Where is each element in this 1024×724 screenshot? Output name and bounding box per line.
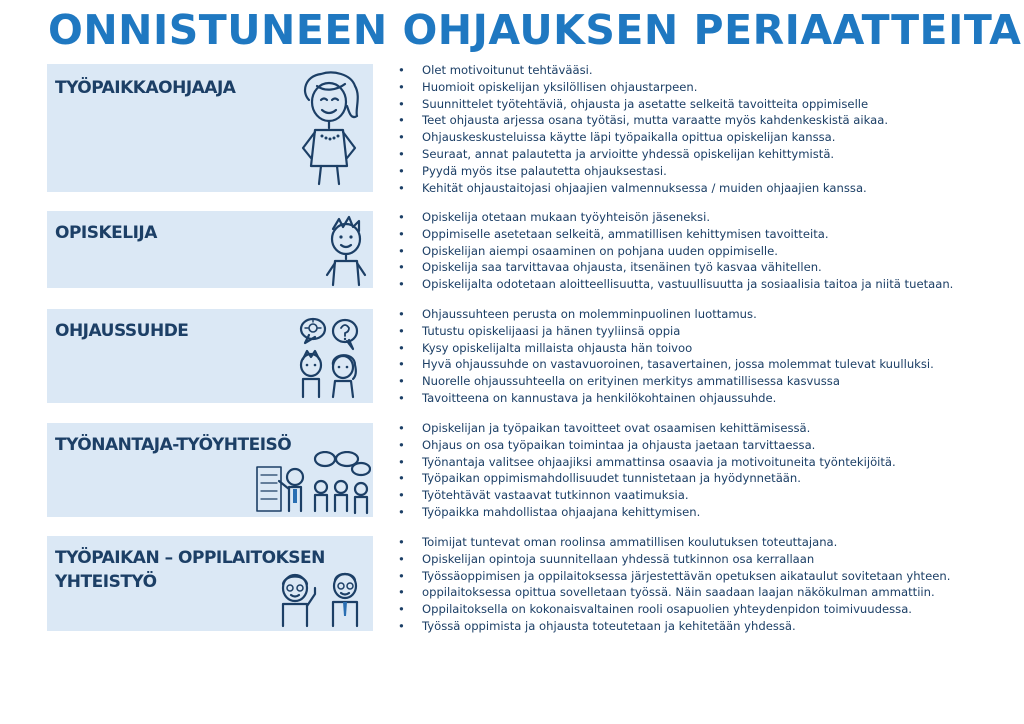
list-item: • Toimijat tuntevat oman roolinsa ammatillisen koulutuksen toteuttajana. [398, 534, 950, 551]
list-item: • Opiskelijan opintoja suunnitellaan yhdessä tutkinnon osa kerrallaan [398, 551, 950, 568]
section-label-box [47, 536, 373, 631]
list-item: • Työpaikka mahdollistaa ohjaajana kehittymisen. [398, 504, 896, 521]
section-label-box [47, 211, 373, 288]
section-label: OPISKELIJA [55, 223, 157, 243]
list-item: • Teet ohjausta arjessa osana työtäsi, mutta varaatte myös kahdenkeskistä aikaa. [398, 112, 888, 129]
section-label-box [47, 64, 373, 192]
section-label-box [47, 309, 373, 403]
list-item: • Työssäoppimisen ja oppilaitoksessa järjestettävän opetuksen aikataulut sovitetaan yhteen. [398, 568, 950, 585]
bullet-list [398, 209, 953, 293]
list-item: • Tavoitteena on kannustava ja henkilökohtainen ohjaussuhde. [398, 390, 934, 407]
list-item: • Ohjaussuhteen perusta on molemminpuolinen luottamus. [398, 306, 934, 323]
student-boy-icon [323, 215, 369, 287]
cooperation-men-icon [275, 570, 367, 628]
list-item: • Opiskelijan ja työpaikan tavoitteet ovat osaamisen kehittämisessä. [398, 420, 896, 437]
list-item: • Työnantaja valitsee ohjaajiksi ammattinsa osaavia ja motivoituneita työntekijöitä. [398, 454, 896, 471]
list-item: • Työtehtävät vastaavat tutkinnon vaatimuksia. [398, 487, 896, 504]
bullet-list [398, 420, 896, 521]
workplace-team-icon [249, 451, 371, 517]
list-item: • Nuorelle ohjaussuhteella on erityinen merkitys ammatillisessa kasvussa [398, 373, 934, 390]
list-item: • Opiskelija saa tarvittavaa ohjausta, itsenäinen työ kasvaa vähitellen. [398, 259, 953, 276]
list-item: • Huomioit opiskelijan yksilöllisen ohjaustarpeen. [398, 79, 888, 96]
list-item: • Hyvä ohjaussuhde on vastavuoroinen, tasavertainen, jossa molemmat tulevat kuulluksi. [398, 356, 934, 373]
list-item: • Opiskelijan aiempi osaaminen on pohjana uuden oppimiselle. [398, 243, 953, 260]
section-label: TYÖNANTAJA-TYÖYHTEISÖ [55, 435, 292, 455]
list-item: • Työpaikan oppimismahdollisuudet tunnistetaan ja hyödynnetään. [398, 470, 896, 487]
list-item: • Oppimiselle asetetaan selkeitä, ammatillisen kehittymisen tavoitteita. [398, 226, 953, 243]
list-item: • Kehität ohjaustaitojasi ohjaajien valmennuksessa / muiden ohjaajien kanssa. [398, 180, 888, 197]
section-label: TYÖPAIKAN – OPPILAITOKSEN YHTEISTYÖ [55, 548, 325, 592]
supervisor-woman-icon [295, 70, 365, 188]
section-label: TYÖPAIKKAOHJAAJA [55, 78, 236, 98]
list-item: • Oppilaitoksella on kokonaisvaltainen rooli osapuolien yhteydenpidon toimivuudessa. [398, 601, 950, 618]
list-item: • Suunnittelet työtehtäviä, ohjausta ja asetatte selkeitä tavoitteita oppimiselle [398, 96, 888, 113]
list-item: • Opiskelija otetaan mukaan työyhteisön jäseneksi. [398, 209, 953, 226]
bullet-list [398, 306, 934, 407]
list-item: • Tutustu opiskelijaasi ja hänen tyyliinsä oppia [398, 323, 934, 340]
list-item: • Opiskelijalta odotetaan aloitteellisuutta, vastuullisuutta ja sosiaalisia taitoa ja niitä tuetaan. [398, 276, 953, 293]
bullet-list [398, 534, 950, 635]
conversation-pair-icon [297, 315, 369, 401]
list-item: • Työssä oppimista ja ohjausta toteutetaan ja kehitetään yhdessä. [398, 618, 950, 635]
page-title: ONNISTUNEEN OHJAUKSEN PERIAATTEITA [48, 6, 1022, 54]
list-item: • Seuraat, annat palautetta ja arvioitte yhdessä opiskelijan kehittymistä. [398, 146, 888, 163]
list-item: • Pyydä myös itse palautetta ohjauksestasi. [398, 163, 888, 180]
list-item: • Kysy opiskelijalta millaista ohjausta hän toivoo [398, 340, 934, 357]
bullet-list [398, 62, 888, 196]
section-label: OHJAUSSUHDE [55, 321, 189, 341]
list-item: • Ohjaus on osa työpaikan toimintaa ja ohjausta jaetaan tarvittaessa. [398, 437, 896, 454]
list-item: • Ohjauskeskusteluissa käytte läpi työpaikalla opittua opiskelijan kanssa. [398, 129, 888, 146]
list-item: • oppilaitoksessa opittua sovelletaan työssä. Näin saadaan laajan näkökulman ammattiin. [398, 584, 950, 601]
list-item: • Olet motivoitunut tehtävääsi. [398, 62, 888, 79]
section-label-box [47, 423, 373, 517]
